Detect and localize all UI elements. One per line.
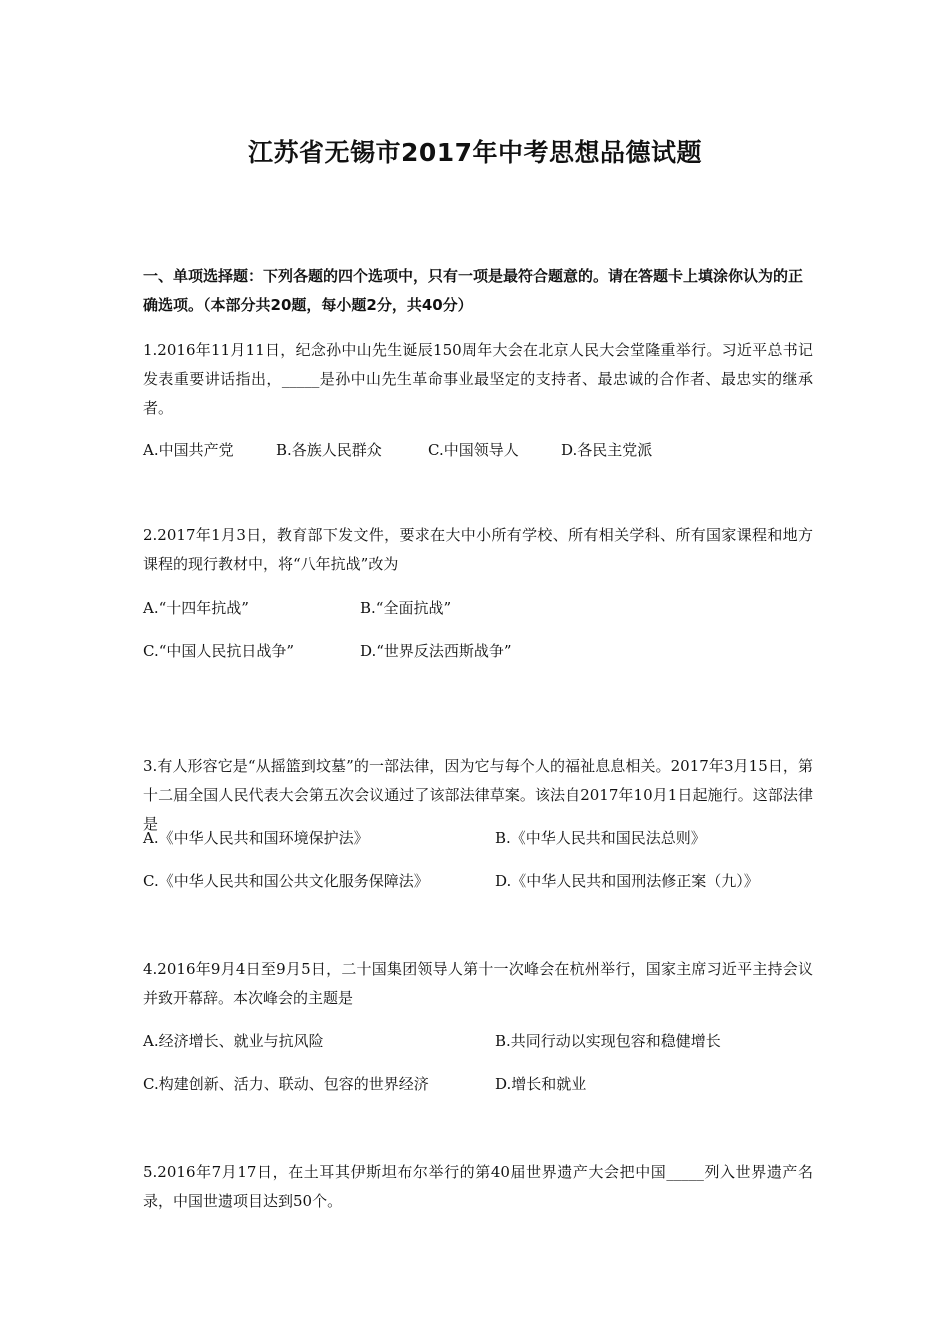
question-2-option-b: B.“全面抗战” — [360, 599, 452, 617]
question-4-option-b: B.共同行动以实现包容和稳健增长 — [495, 1032, 721, 1050]
question-3-option-b: B.《中华人民共和国民法总则》 — [495, 829, 706, 847]
question-4-stem: 4.2016年9月4日至9月5日，二十国集团领导人第十一次峰会在杭州举行，国家主席习近平主持会议并致开幕辞。本次峰会的主题是 — [143, 960, 813, 1007]
question-3-option-a: A.《中华人民共和国环境保护法》 — [143, 829, 369, 847]
question-2-option-c: C.“中国人民抗日战争” — [143, 642, 295, 660]
question-3-option-d: D.《中华人民共和国刑法修正案（九）》 — [495, 872, 759, 890]
question-1-option-b: B.各族人民群众 — [276, 441, 382, 459]
question-4-option-d: D.增长和就业 — [495, 1075, 587, 1093]
question-3-stem: 3.有人形容它是“从摇篮到坟墓”的一部法律，因为它与每个人的福祉息息相关。2017年3月15日，第十二届全国人民代表大会第五次会议通过了该部法律草案。该法自2017年10月1日起施行。这部法律是 — [143, 757, 813, 833]
question-5-stem: 5.2016年7月17日，在土耳其伊斯坦布尔举行的第40届世界遗产大会把中国_____列入世界遗产名录，中国世遗项目达到50个。 — [143, 1163, 813, 1210]
page-title: 江苏省无锡市2017年中考思想品德试题 — [247, 138, 703, 167]
section-instructions: 一、单项选择题：下列各题的四个选项中，只有一项是最符合题意的。请在答题卡上填涂你认为的正确选项。（本部分共20题，每小题2分，共40分） — [143, 267, 804, 314]
question-1-option-a: A.中国共产党 — [143, 441, 234, 459]
question-4-option-c: C.构建创新、活力、联动、包容的世界经济 — [143, 1075, 429, 1093]
question-2-stem: 2.2017年1月3日，教育部下发文件，要求在大中小所有学校、所有相关学科、所有国家课程和地方课程的现行教材中，将“八年抗战”改为 — [143, 526, 813, 573]
question-1-option-c: C.中国领导人 — [428, 441, 519, 459]
question-2-option-d: D.“世界反法西斯战争” — [360, 642, 512, 660]
question-4-option-a: A.经济增长、就业与抗风险 — [143, 1032, 324, 1050]
question-3-option-c: C.《中华人民共和国公共文化服务保障法》 — [143, 872, 429, 890]
question-1-option-d: D.各民主党派 — [561, 441, 653, 459]
question-1-stem: 1.2016年11月11日，纪念孙中山先生诞辰150周年大会在北京人民大会堂隆重举行。习近平总书记发表重要讲话指出，_____是孙中山先生革命事业最坚定的支持者、最忠诚的合作者、最忠实的继承者。 — [143, 341, 813, 417]
question-2-option-a: A.“十四年抗战” — [143, 599, 249, 617]
